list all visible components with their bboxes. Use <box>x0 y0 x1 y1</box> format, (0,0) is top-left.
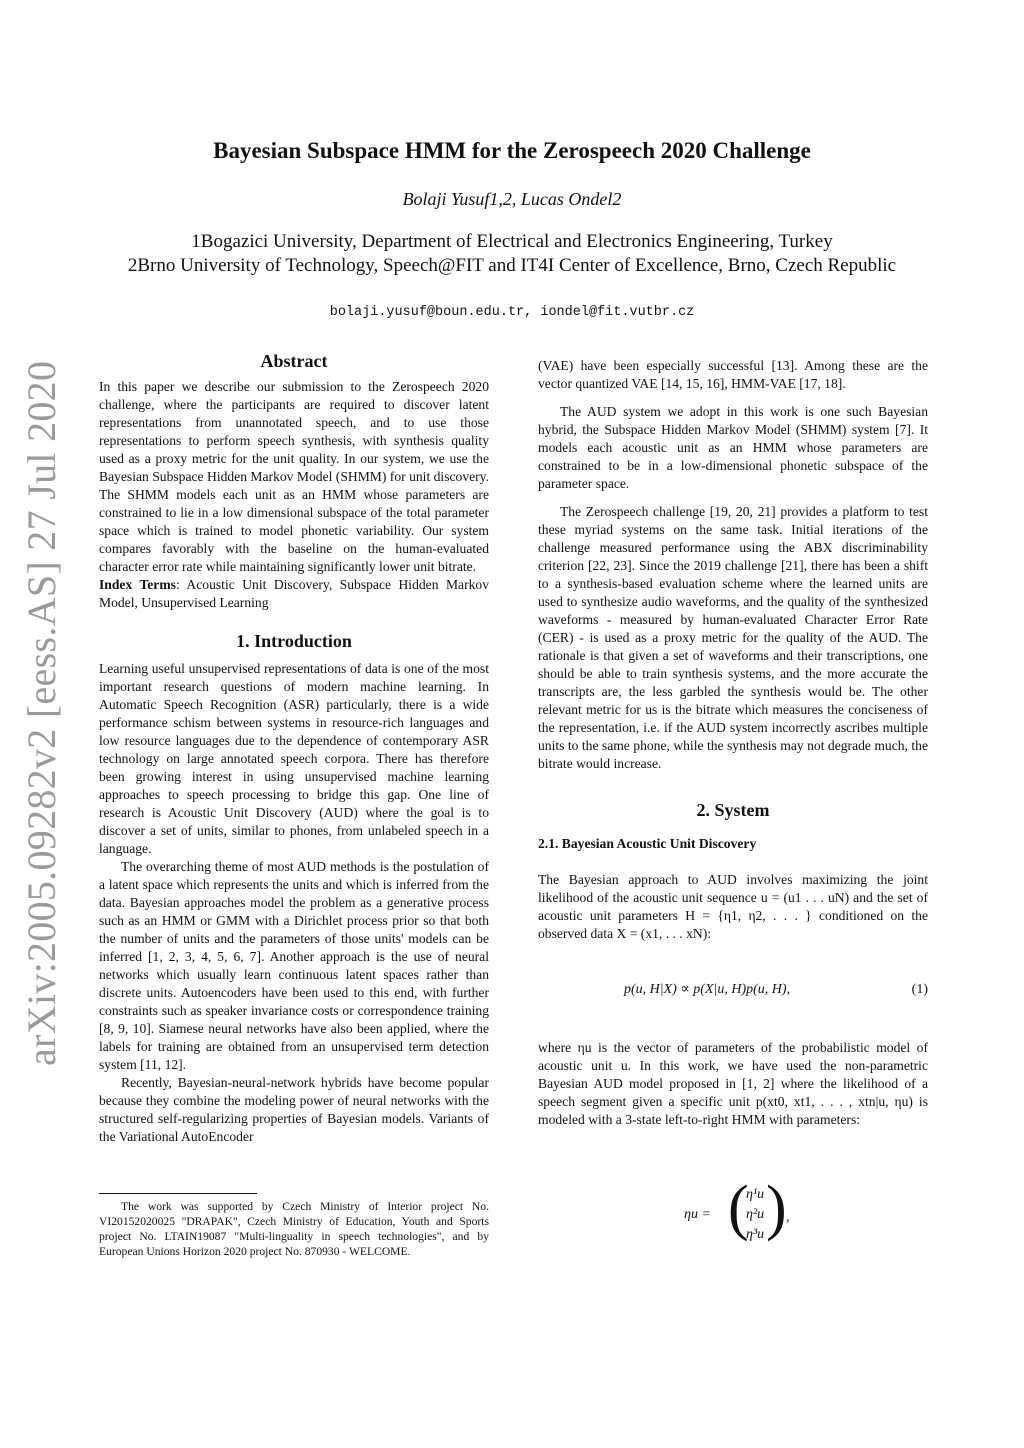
matrix-column <box>746 1185 764 1245</box>
matrix-row-1: η¹u <box>746 1187 765 1202</box>
author-list: Bolaji Yusuf1,2, Lucas Ondel2 <box>402 189 622 209</box>
matrix-row-3: η³u <box>746 1227 765 1242</box>
intro-paragraph-2: The overarching theme of most AUD methods is the postulation of a latent space which represents the units and which is inferred from the data. Bayesian approaches model the problem as a generative process such as an HMM or GMM with a Dirichlet process prior so that both the number of units and the parameters of those units' models can be inferred [1, 2, 3, 4, 5, 6, 7]. Another approach is the use of neural networks which usually learn continuous latent spaces rather than discrete units. Autoencoders have been used to this end, with further constraints such as speaker invariance costs or correspondence training [8, 9, 10]. Siamese neural networks have also been applied, where the labels for training are obtained from an unsupervised term detection system [11, 12]. <box>99 859 489 1072</box>
paper-title: Bayesian Subspace HMM for the Zerospeech 2020 Challenge <box>213 138 811 163</box>
subsection-heading-aud: 2.1. Bayesian Acoustic Unit Discovery <box>538 836 757 851</box>
affiliation-1: 1Bogazici University, Department of Electrical and Electronics Engineering, Turkey <box>191 231 833 252</box>
matrix-lhs: ηu = <box>684 1207 711 1222</box>
footnote-rule <box>99 1193 257 1194</box>
intro-paragraph-4: The AUD system we adopt in this work is one such Bayesian hybrid, the Subspace Hidden Markov Model (SHMM) system [7]. It models each acoustic unit as an HMM whose parameters are constrained to be in a low-dimensional phonetic subspace of the parameter space. <box>538 404 928 491</box>
left-column <box>99 352 489 1146</box>
author-emails: bolaji.yusuf@boun.edu.tr, iondel@fit.vutbr.cz <box>329 305 695 320</box>
equation-1-number: (1) <box>911 982 928 997</box>
arxiv-identifier: arXiv:2005.09282v2 [eess.AS] 27 Jul 2020 <box>19 360 64 1066</box>
equation-1-block <box>538 943 928 1039</box>
intro-paragraph-1: Learning useful unsupervised representations of data is one of the most important research questions of modern machine learning. In Automatic Speech Recognition (ASR) particularly, there is a wide performance schism between systems in resource-rich languages and low resource languages due to the dependence of contemporary ASR technology on large annotated speech corpora. There has therefore been growing interest in using unsupervised machine learning approaches to speech processing to bridge this gap. One line of research is Acoustic Unit Discovery (AUD) where the goal is to discover a set of units, similar to phones, from unlabeled speech in a language. <box>99 661 489 856</box>
equation-1: p(u, H|X) ∝ p(X|u, H)p(u, H), <box>624 982 791 997</box>
section-heading-introduction: 1. Introduction <box>236 631 352 651</box>
abstract-text: In this paper we describe our submission to the Zerospeech 2020 challenge, where the participants are required to discover latent representations from unannotated speech, and to use those representations to perform speech synthesis, with synthesis quality used as a proxy metric for the unit quality. In our system, we use the Bayesian Subspace Hidden Markov Model (SHMM) for unit discovery. The SHMM models each unit as an HMM whose parameters are constrained to lie in a low dimensional subspace of the total parameter space which is trained to model phonetic variability. Our system compares favorably with the baseline on the human-evaluated character error rate while maintaining significantly lower unit bitrate. <box>99 379 489 574</box>
intro-paragraph-3-continued: (VAE) have been especially successful [13]. Among these are the vector quantized VAE [14, 15, 16], HMM-VAE [17, 18]. <box>538 358 928 391</box>
index-terms <box>99 576 489 612</box>
section-heading-system: 2. System <box>696 800 770 820</box>
system-paragraph-1: The Bayesian approach to AUD involves maximizing the joint likelihood of the acoustic unit sequence u = (u1 . . . uN) and the set of acoustic unit parameters H = {η1, η2, . . . } conditioned on the observed data X = (x1, . . . xN): <box>538 872 928 941</box>
affiliation-2: 2Brno University of Technology, Speech@FIT and IT4I Center of Excellence, Brno, Czech Republic <box>127 255 897 276</box>
matrix-trailing-comma: , <box>786 1210 790 1225</box>
index-terms-label: Index Terms <box>99 577 176 592</box>
matrix-left-paren: ( <box>728 1174 749 1242</box>
right-column <box>538 357 928 1279</box>
footnote-funding: The work was supported by Czech Ministry of Interior project No. VI20152020025 "DRAPAK", Czech Ministry of Education, Youth and Sports project No. LTAIN19087 "Multi-linguality in speech technologies", and by European Unions Horizon 2020 project No. 870930 - WELCOME. <box>99 1200 489 1258</box>
index-terms-text: : Acoustic Unit Discovery, Subspace Hidden Markov Model, Unsupervised Learning <box>99 577 489 610</box>
equation-2-block <box>538 1129 928 1279</box>
intro-paragraph-3: Recently, Bayesian-neural-network hybrids have become popular because they combine the modeling power of neural networks with the structured self-regularizing properties of Bayesian models. Variants of the Variational AutoEncoder <box>99 1075 489 1144</box>
matrix-row-2: η²u <box>746 1207 765 1222</box>
system-paragraph-2: where ηu is the vector of parameters of the probabilistic model of acoustic unit u. In this work, we have used the non-parametric Bayesian AUD model proposed in [1, 2] where the likelihood of a speech segment given a specific unit p(xt0, xt1, . . . , xtn|u, ηu) is modeled with a 3-state left-to-right HMM with parameters: <box>538 1040 928 1127</box>
intro-paragraph-5: The Zerospeech challenge [19, 20, 21] provides a platform to test these myriad systems on the same task. Initial iterations of the challenge measured performance using the ABX discriminability criterion [22, 23]. Since the 2019 challenge [21], there has been a shift to a synthesis-based evaluation scheme where the learned units are used to synthesize audio waveforms, and the quality of the synthesized waveforms - measured by human-evaluated Character Error Rate (CER) - is used as a proxy metric for the quality of the AUD. The rationale is that given a set of waveforms and their transcriptions, one should be able to train synthesis systems, and the more accurate the transcripts are, the less garbled the synthesis would be. The other relevant metric for us is the bitrate which measures the conciseness of the representation, i.e. if the AUD system incorrectly ascribes multiple units to the same phone, while the synthesis may not degrade much, the bitrate would increase. <box>538 504 928 771</box>
abstract-heading: Abstract <box>260 351 328 371</box>
matrix-right-paren: ) <box>766 1174 787 1242</box>
